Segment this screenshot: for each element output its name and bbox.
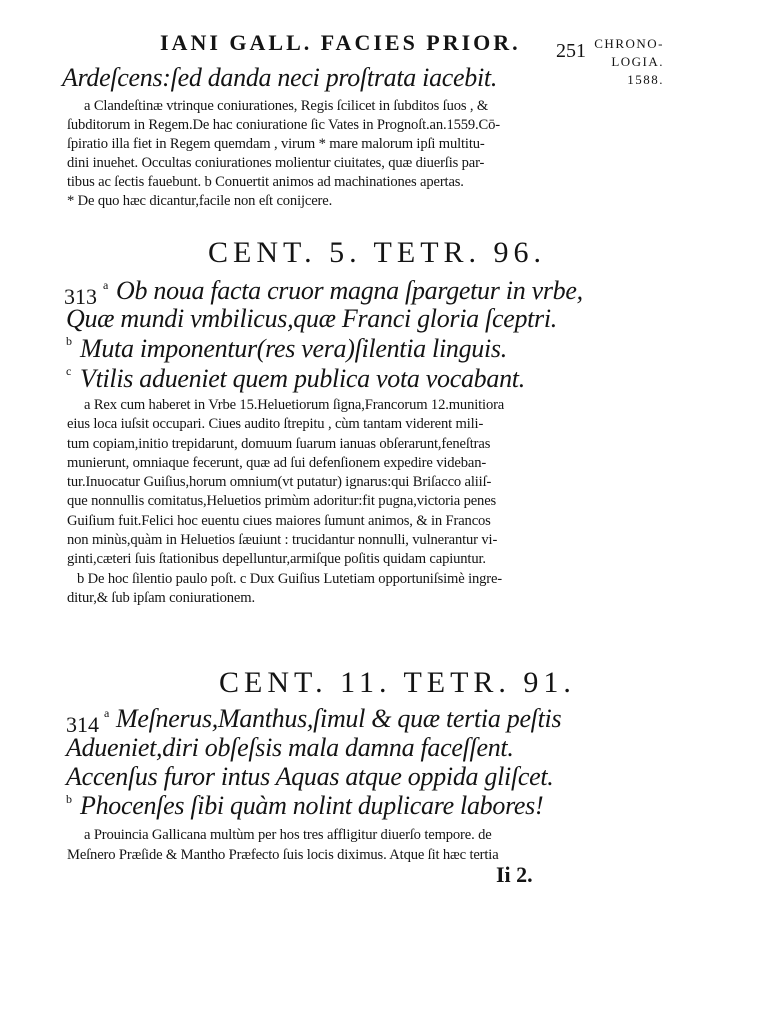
verse-line: Phocenſes ſibi quàm nolint duplicare labores! xyxy=(80,791,544,820)
marginal-note-line: LOGIA. xyxy=(611,54,664,69)
commentary-line: que nonnullis comitatus,Heluetios primùm adoritur:fit pugna,victoria penes xyxy=(67,493,497,510)
verse-line: Meſnerus,Manthus,ſimul & quæ tertia peſtis xyxy=(116,704,562,733)
verse-line: Vtilis adueniet quem publica vota vocabant. xyxy=(80,364,525,393)
commentary-line: non minùs,quàm in Heluetios ſæuiunt : trucidantur nonnulli, vulnerantur vi- xyxy=(67,532,498,549)
verse-line: Ardeſcens:ſed danda neci proſtrata iacebit. xyxy=(62,63,498,92)
commentary-line: munierunt, omniaque fecerunt, quæ ad ſui defenſionem expedire videban- xyxy=(67,454,487,471)
commentary-block xyxy=(67,825,499,865)
commentary-line: ginti,cæteri ſuis ſtationibus depelluntur,armiſque poſitis quidam capiuntur. xyxy=(67,551,486,568)
commentary-line: * De quo hæc dicantur,facile non eſt conijcere. xyxy=(67,193,333,209)
page-number: 251 xyxy=(556,40,586,62)
commentary-line: b De hoc ſilentio paulo poſt. c Dux Guiſius Lutetiam opportuniſsimè ingre- xyxy=(77,570,503,587)
footnote-mark: b xyxy=(66,334,72,348)
section-heading: CENT. 5. TETR. 96. xyxy=(208,236,547,269)
verse-line: Muta imponentur(res vera)ſilentia linguis. xyxy=(80,334,507,363)
quatrain-number: 313 xyxy=(64,284,97,309)
commentary-line: a Rex cum haberet in Vrbe 15.Heluetiorum ſigna,Francorum 12.munitiora xyxy=(84,397,505,413)
commentary-line: a Clandeſtinæ vtrinque coniurationes, Regis ſcilicet in ſubditos ſuos , & xyxy=(84,98,489,114)
section-heading: CENT. 11. TETR. 91. xyxy=(219,666,576,699)
commentary-line: a Prouincia Gallicana multùm per hos tres affligitur diuerſo tempore. de xyxy=(84,827,492,843)
commentary-line: ditur,& ſub ipſam coniurationem. xyxy=(67,589,255,606)
verse-line: Accenſus furor intus Aquas atque oppida gliſcet. xyxy=(66,762,554,791)
footnote-mark: c xyxy=(66,364,72,378)
footnote-mark: a xyxy=(103,278,109,292)
verse-line: Ob noua facta cruor magna ſpargetur in vrbe, xyxy=(116,276,583,305)
commentary-line: tur.Inuocatur Guiſius,horum omnium(vt putatur) ignarus:qui Briſacco aliiſ- xyxy=(67,474,492,491)
quatrain-number: 314 xyxy=(66,712,99,737)
commentary-line: tum copiam,initio trepidarunt, domuum ſuarum ianuas obſerarunt,feneſtras xyxy=(67,435,491,452)
signature-mark: Ii 2. xyxy=(496,862,533,887)
marginal-note-line: CHRONO- xyxy=(594,36,664,51)
footnote-mark: b xyxy=(66,792,72,806)
commentary-line: eius loca iuſsit occupari. Ciues audito ſtrepitu , cùm tantam viderent mili- xyxy=(67,416,484,433)
commentary-line: ſpiratio illa fiet in Regem quemdam , virum * mare malorum ipſi multitu- xyxy=(67,136,485,152)
commentary-block xyxy=(67,396,505,608)
running-head: IANI GALL. FACIES PRIOR. xyxy=(160,30,521,55)
commentary-line: Guiſium fuit.Felici hoc euentu ciues maiores ſumunt animos, & in Francos xyxy=(67,512,491,529)
verse-line: Quæ mundi vmbilicus,quæ Franci gloria ſceptri. xyxy=(66,304,558,333)
commentary-line: tibus ac ſectis fauebunt. b Conuertit animos ad machinationes apertas. xyxy=(67,174,464,190)
footnote-mark: a xyxy=(104,706,110,720)
verse-line: Adueniet,diri obſeſsis mala damna faceſſent. xyxy=(66,733,514,762)
commentary-block xyxy=(67,97,500,211)
marginal-note xyxy=(582,35,664,89)
marginal-note-line: 1588. xyxy=(627,72,664,87)
commentary-line: Meſnero Præſide & Mantho Præfecto ſuis locis diximus. Atque ſit hæc tertia xyxy=(67,847,499,863)
commentary-line: dini inuehet. Occultas coniurationes molientur ciuitates, quæ diuerſis par- xyxy=(67,155,485,171)
commentary-line: ſubditorum in Regem.De hac coniuratione ſic Vates in Prognoſt.an.1559.Cō- xyxy=(67,117,500,133)
